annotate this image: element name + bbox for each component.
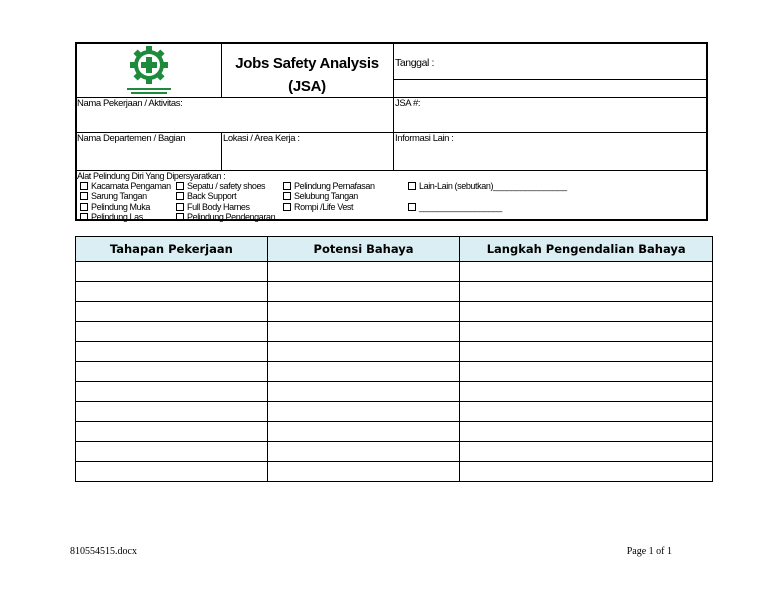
table-cell[interactable] [460,442,713,462]
nama-departemen-label: Nama Departemen / Bagian [77,133,186,144]
table-cell[interactable] [267,402,460,422]
table-row [76,342,713,362]
nama-pekerjaan-label: Nama Pekerjaan / Aktivitas: [77,98,183,109]
checkbox[interactable] [283,182,291,190]
ppe-option-other[interactable]: Lain-Lain (sebutkan)________________ [408,181,567,191]
checkbox[interactable] [408,203,416,211]
footer-filename: 810554515.docx [70,546,137,557]
table-cell[interactable] [76,342,268,362]
table-cell[interactable] [76,282,268,302]
ppe-option[interactable]: Selubung Tangan [283,191,358,201]
divider [393,44,394,170]
footer-page-number: Page 1 of 1 [626,546,672,557]
table-cell[interactable] [76,262,268,282]
table-row [76,362,713,382]
ppe-option[interactable]: Pelindung Pendengaran [176,212,275,222]
table-cell[interactable] [267,362,460,382]
safety-cross-gear-icon [107,46,191,96]
ppe-option-blank[interactable]: __________________ [408,202,502,212]
table-cell[interactable] [460,402,713,422]
table-cell[interactable] [76,362,268,382]
table-row [76,422,713,442]
ppe-option[interactable]: Back Support [176,191,236,201]
table-row [76,282,713,302]
ppe-option[interactable]: Pelindung Pernafasan [283,181,375,191]
company-logo [107,46,191,96]
table-cell[interactable] [267,462,460,482]
table-cell[interactable] [267,262,460,282]
table-cell[interactable] [76,382,268,402]
table-cell[interactable] [460,302,713,322]
table-row [76,302,713,322]
table-cell[interactable] [76,322,268,342]
ppe-option[interactable]: Full Body Harnes [176,202,250,212]
table-cell[interactable] [267,322,460,342]
table-row [76,322,713,342]
column-header-tahapan: Tahapan Pekerjaan [76,237,268,262]
form-title-line2: (JSA) [288,78,326,95]
table-cell[interactable] [267,422,460,442]
table-cell[interactable] [460,362,713,382]
table-row [76,262,713,282]
table-row [76,462,713,482]
ppe-option[interactable]: Pelindung Las [80,212,143,222]
column-header-potensi: Potensi Bahaya [267,237,460,262]
lokasi-label: Lokasi / Area Kerja : [223,133,300,144]
table-body [76,262,713,482]
divider [221,132,222,170]
table-row [76,442,713,462]
table-cell[interactable] [460,462,713,482]
divider [393,79,706,80]
tanggal-label: Tanggal : [395,57,435,69]
checkbox[interactable] [80,192,88,200]
ppe-option[interactable]: Sarung Tangan [80,191,147,201]
checkbox[interactable] [283,192,291,200]
table-cell[interactable] [267,442,460,462]
table-cell[interactable] [460,342,713,362]
checkbox[interactable] [283,203,291,211]
table-cell[interactable] [76,402,268,422]
checkbox[interactable] [80,203,88,211]
table-cell[interactable] [460,262,713,282]
checkbox[interactable] [80,213,88,221]
table-cell[interactable] [76,462,268,482]
ppe-option[interactable]: Kacamata Pengaman [80,181,171,191]
table-cell[interactable] [76,442,268,462]
table-cell[interactable] [460,282,713,302]
jsa-analysis-table [75,236,713,482]
checkbox[interactable] [176,203,184,211]
table-cell[interactable] [460,382,713,402]
table-cell[interactable] [267,382,460,402]
checkbox[interactable] [80,182,88,190]
jsa-number-label: JSA #: [395,98,421,109]
table-cell[interactable] [267,282,460,302]
jsa-header-form [75,42,708,221]
table-cell[interactable] [460,322,713,342]
table-cell[interactable] [76,422,268,442]
ppe-option[interactable]: Pelindung Muka [80,202,150,212]
ppe-option[interactable]: Sepatu / safety shoes [176,181,265,191]
table-cell[interactable] [267,342,460,362]
column-header-langkah: Langkah Pengendalian Bahaya [460,237,713,262]
form-title-line1: Jobs Safety Analysis [235,55,379,72]
table-cell[interactable] [460,422,713,442]
checkbox[interactable] [176,182,184,190]
table-row [76,402,713,422]
informasi-lain-label: Informasi Lain : [395,133,454,144]
ppe-option[interactable]: Rompi /Life Vest [283,202,353,212]
table-header-row [76,237,713,262]
checkbox[interactable] [176,192,184,200]
checkbox[interactable] [408,182,416,190]
checkbox[interactable] [176,213,184,221]
table-cell[interactable] [267,302,460,322]
table-row [76,382,713,402]
ppe-heading: Alat Pelindung Diri Yang Dipersyaratkan : [77,171,226,181]
table-cell[interactable] [76,302,268,322]
